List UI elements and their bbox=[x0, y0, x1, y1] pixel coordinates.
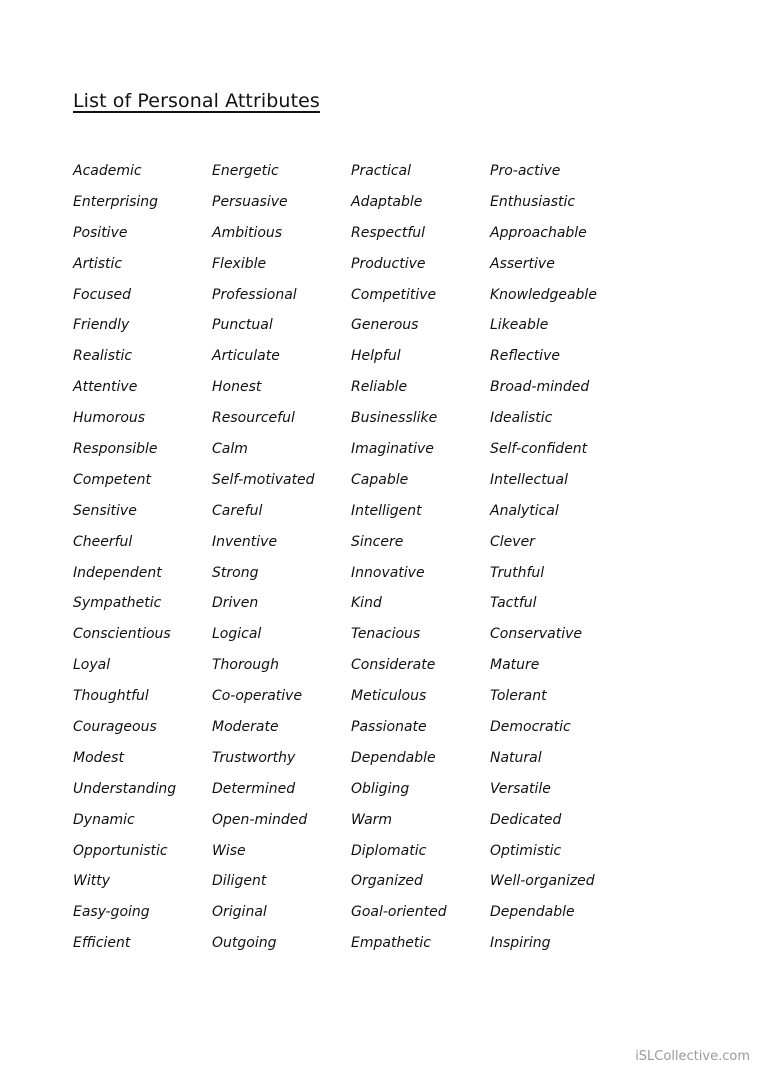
attribute-word: Assertive bbox=[490, 255, 555, 272]
attribute-word: Witty bbox=[73, 873, 110, 890]
attribute-word: Understanding bbox=[73, 780, 177, 797]
attribute-word: Punctual bbox=[212, 317, 273, 334]
attribute-word: Reflective bbox=[490, 348, 560, 365]
attribute-word: Co-operative bbox=[212, 688, 303, 705]
attribute-word: Sympathetic bbox=[73, 595, 162, 612]
attribute-word: Resourceful bbox=[212, 410, 295, 427]
attribute-word: Businesslike bbox=[351, 410, 438, 427]
attribute-word: Modest bbox=[73, 749, 124, 766]
attribute-word: Positive bbox=[73, 224, 128, 241]
attribute-word: Approachable bbox=[490, 224, 587, 241]
attribute-word: Original bbox=[212, 904, 267, 921]
attribute-word: Reliable bbox=[351, 379, 408, 396]
attribute-word: Empathetic bbox=[351, 935, 432, 952]
attribute-word: Intelligent bbox=[351, 502, 422, 519]
attribute-word: Professional bbox=[212, 286, 297, 303]
attribute-word: Well-organized bbox=[490, 873, 595, 890]
attribute-word: Wise bbox=[212, 842, 246, 859]
attribute-word: Flexible bbox=[212, 255, 267, 272]
attribute-word: Thorough bbox=[212, 657, 279, 674]
attribute-word: Energetic bbox=[212, 163, 279, 179]
attribute-word: Calm bbox=[212, 441, 248, 458]
attribute-word: Focused bbox=[73, 286, 131, 303]
watermark: iSLCollective.com bbox=[635, 1049, 750, 1064]
attribute-word: Humorous bbox=[73, 410, 146, 427]
attribute-word: Competitive bbox=[351, 286, 437, 303]
attribute-word: Persuasive bbox=[212, 193, 288, 210]
attribute-word: Thoughtful bbox=[73, 688, 149, 705]
attribute-word: Truthful bbox=[490, 564, 545, 581]
attribute-word: Careful bbox=[212, 502, 263, 519]
attribute-word: Cheerful bbox=[73, 533, 133, 550]
attribute-word: Self-confident bbox=[490, 441, 588, 458]
attribute-word: Innovative bbox=[351, 564, 425, 581]
attribute-word: Pro-active bbox=[490, 163, 561, 179]
attribute-word: Articulate bbox=[212, 348, 280, 365]
attribute-word: Democratic bbox=[490, 719, 571, 736]
attribute-word: Responsible bbox=[73, 441, 158, 458]
attribute-word: Competent bbox=[73, 471, 151, 488]
attribute-word: Dependable bbox=[490, 904, 575, 921]
attribute-word: Strong bbox=[212, 564, 259, 581]
attribute-word: Open-minded bbox=[212, 811, 308, 828]
attribute-word: Moderate bbox=[212, 719, 279, 736]
attribute-word: Diligent bbox=[212, 873, 267, 890]
attribute-word: Driven bbox=[212, 595, 259, 612]
attribute-word: Goal-oriented bbox=[351, 904, 447, 921]
attribute-word: Sensitive bbox=[73, 502, 137, 519]
attribute-word: Determined bbox=[212, 780, 296, 797]
attribute-word: Meticulous bbox=[351, 688, 427, 705]
attribute-word: Inventive bbox=[212, 533, 278, 550]
attribute-word: Academic bbox=[73, 163, 142, 179]
attributes-word-grid bbox=[73, 160, 629, 963]
attribute-word: Inspiring bbox=[490, 935, 551, 952]
attribute-word: Dedicated bbox=[490, 811, 562, 828]
attribute-word: Tolerant bbox=[490, 688, 547, 705]
attribute-word: Logical bbox=[212, 626, 262, 643]
attribute-word: Tenacious bbox=[351, 626, 421, 643]
attribute-word: Conservative bbox=[490, 626, 583, 643]
attribute-word: Dynamic bbox=[73, 811, 135, 828]
attribute-word: Outgoing bbox=[212, 935, 277, 952]
attribute-word: Loyal bbox=[73, 657, 111, 674]
attribute-word: Productive bbox=[351, 255, 426, 272]
attribute-word: Obliging bbox=[351, 780, 410, 797]
attribute-word: Diplomatic bbox=[351, 842, 427, 859]
attribute-word: Natural bbox=[490, 749, 542, 766]
attribute-word: Sincere bbox=[351, 533, 404, 550]
attribute-word: Versatile bbox=[490, 780, 551, 797]
attribute-word: Friendly bbox=[73, 317, 130, 334]
attribute-word: Artistic bbox=[73, 255, 123, 272]
attribute-word: Warm bbox=[351, 811, 393, 828]
attribute-word: Knowledgeable bbox=[490, 286, 597, 303]
attribute-word: Honest bbox=[212, 379, 262, 396]
attribute-word: Organized bbox=[351, 873, 423, 890]
attribute-word: Likeable bbox=[490, 317, 549, 334]
attribute-word: Helpful bbox=[351, 348, 401, 365]
attribute-word: Conscientious bbox=[73, 626, 171, 643]
attribute-word: Practical bbox=[351, 163, 412, 179]
attribute-word: Independent bbox=[73, 564, 162, 581]
attribute-word: Idealistic bbox=[490, 410, 553, 427]
attribute-word: Enterprising bbox=[73, 193, 159, 210]
attribute-word: Opportunistic bbox=[73, 842, 168, 859]
attribute-word: Trustworthy bbox=[212, 749, 296, 766]
page-title: List of Personal Attributes bbox=[73, 90, 320, 112]
attribute-word: Capable bbox=[351, 471, 409, 488]
attribute-word: Analytical bbox=[490, 502, 559, 519]
attribute-word: Dependable bbox=[351, 749, 436, 766]
attribute-word: Kind bbox=[351, 595, 382, 612]
attribute-word: Mature bbox=[490, 657, 540, 674]
attribute-word: Enthusiastic bbox=[490, 193, 576, 210]
attribute-word: Efficient bbox=[73, 935, 131, 952]
attribute-word: Intellectual bbox=[490, 471, 569, 488]
attribute-word: Optimistic bbox=[490, 842, 562, 859]
attribute-word: Imaginative bbox=[351, 441, 434, 458]
attribute-word: Self-motivated bbox=[212, 471, 315, 488]
attribute-word: Passionate bbox=[351, 719, 427, 736]
attribute-word: Generous bbox=[351, 317, 419, 334]
attribute-word: Clever bbox=[490, 533, 535, 550]
attribute-word: Adaptable bbox=[351, 193, 423, 210]
attribute-word: Attentive bbox=[73, 379, 138, 396]
attribute-word: Easy-going bbox=[73, 904, 150, 921]
attribute-word: Considerate bbox=[351, 657, 436, 674]
attribute-word: Tactful bbox=[490, 595, 537, 612]
attribute-word: Realistic bbox=[73, 348, 133, 365]
attribute-word: Respectful bbox=[351, 224, 426, 241]
attribute-word: Ambitious bbox=[212, 224, 283, 241]
attribute-word: Courageous bbox=[73, 719, 157, 736]
attribute-word: Broad-minded bbox=[490, 379, 590, 396]
